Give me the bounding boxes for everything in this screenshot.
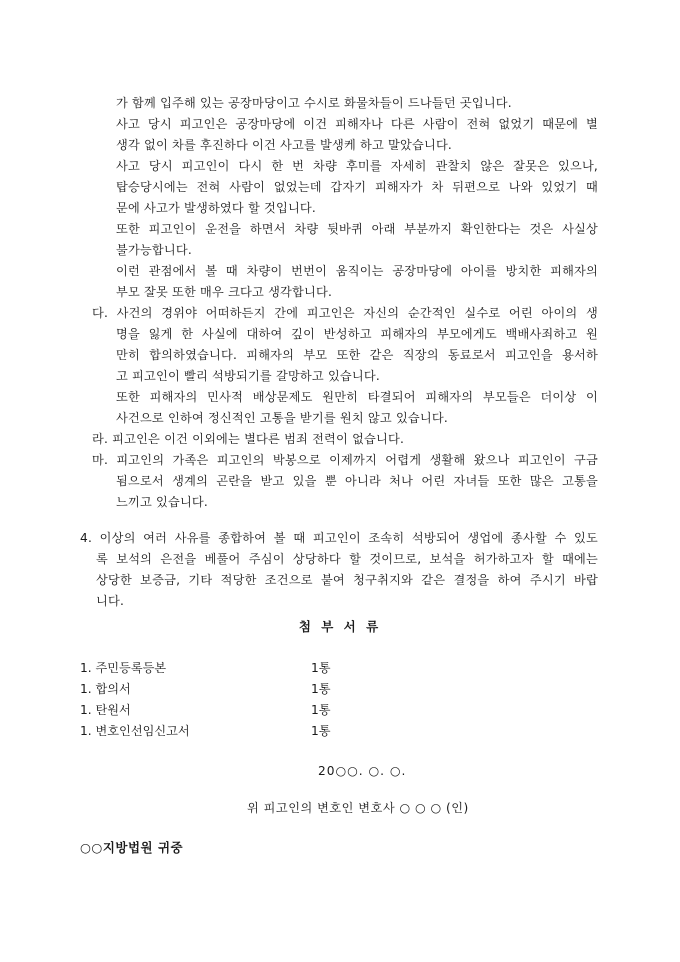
attachment-name: 1. 합의서 <box>80 682 131 696</box>
attachments-title: 첨 부 서 류 <box>298 619 382 634</box>
document-date: 20○○. ○. ○. <box>318 764 407 778</box>
body-line: 또한 피해자의 민사적 배상문제도 원만히 타결되어 피해자의 부모들은 더이상 이 <box>116 390 598 404</box>
body-line: 록 보석의 은전을 베풀어 주심이 상당하다 할 것이므로, 보석을 허가하고자 할 때에는 <box>96 552 598 566</box>
section-4-line: 4. 이상의 여러 사유를 종합하여 볼 때 피고인이 조속히 석방되어 생업에 종사할 수 있도 <box>80 531 598 545</box>
body-line: 명을 잃게 한 사실에 대하여 깊이 반성하고 피해자의 부모에게도 백배사죄하고 원 <box>116 327 598 341</box>
body-line: 이런 관점에서 볼 때 차량이 번번이 움직이는 공장마당에 아이를 방치한 피해자의 <box>116 264 598 278</box>
signature-line: 위 피고인의 변호인 변호사 ○ ○ ○ (인) <box>247 801 469 815</box>
body-line: 불가능합니다. <box>116 243 192 257</box>
section-ma-line: 마. 피고인의 가족은 피고인의 박봉으로 이제까지 어렵게 생활해 왔으나 피고인이 구금 <box>92 453 598 467</box>
body-line: 상당한 보증금, 기타 적당한 조건으로 붙여 청구취지와 같은 결정을 하여 주시기 바랍 <box>96 573 598 587</box>
section-da-line: 다. 사건의 경위야 어떠하든지 간에 피고인은 자신의 순간적인 실수로 어린 아이의 생 <box>92 306 598 320</box>
attachment-qty: 1통 <box>311 682 331 696</box>
body-line: 탑승당시에는 전혀 사람이 없었는데 갑자기 피해자가 차 뒤편으로 나와 있었기 때 <box>116 180 598 194</box>
body-line: 사고 당시 피고인은 공장마당에 이건 피해자나 다른 사람이 전혀 없었기 때문에 별 <box>116 117 598 131</box>
body-line: 가 함께 입주해 있는 공장마당이고 수시로 화물차들이 드나들던 곳입니다. <box>116 96 512 110</box>
body-line: 사고 당시 피고인이 다시 한 번 차량 후미를 자세히 관찰치 않은 잘못은 있으나, <box>116 159 598 173</box>
attachment-name: 1. 주민등록등본 <box>80 661 167 675</box>
body-line: 또한 피고인이 운전을 하면서 차량 뒷바퀴 아래 부분까지 확인한다는 것은 사실상 <box>116 222 598 236</box>
attachment-name: 1. 변호인선임신고서 <box>80 724 190 738</box>
body-line: 고 피고인이 빨리 석방되기를 갈망하고 있습니다. <box>116 369 380 383</box>
body-line: 됨으로서 생계의 곤란을 받고 있을 뿐 아니라 처나 어린 자녀들 또한 많은 고통을 <box>116 474 598 488</box>
attachment-qty: 1통 <box>311 724 331 738</box>
body-line: 니다. <box>96 594 125 608</box>
court-addressee: ○○지방법원 귀중 <box>80 840 184 855</box>
body-line: 부모 잘못 또한 매우 크다고 생각합니다. <box>116 285 333 299</box>
section-ra-line: 라. 피고인은 이건 이외에는 별다른 범죄 전력이 없습니다. <box>92 432 405 446</box>
body-line: 문에 사고가 발생하였다 할 것입니다. <box>116 201 316 215</box>
body-line: 만히 합의하였습니다. 피해자의 부모 또한 같은 직장의 동료로서 피고인을 용서하 <box>116 348 598 362</box>
attachment-qty: 1통 <box>311 703 331 717</box>
body-line: 느끼고 있습니다. <box>116 495 208 509</box>
body-line: 사건으로 인하여 정신적인 고통을 받기를 원치 않고 있습니다. <box>116 411 448 425</box>
attachment-name: 1. 탄원서 <box>80 703 131 717</box>
body-line: 생각 없이 차를 후진하다 이건 사고를 발생케 하고 말았습니다. <box>116 138 452 152</box>
attachment-qty: 1통 <box>311 661 331 675</box>
